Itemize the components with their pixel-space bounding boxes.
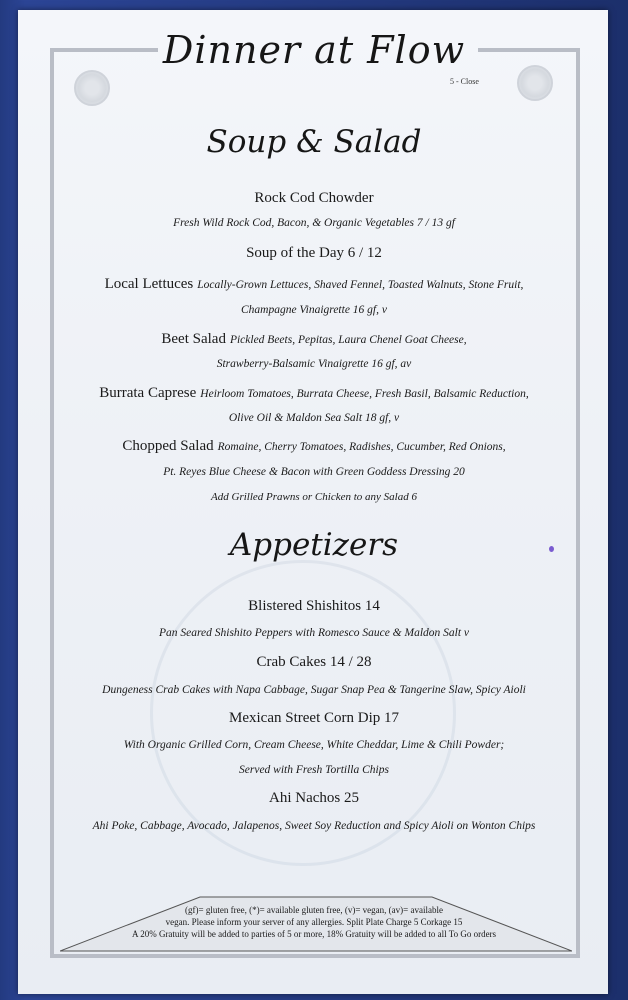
item-desc: Heirloom Tomatoes, Burrata Cheese, Fresh Basil, Balsamic Reduction, [200, 388, 529, 400]
item-desc: Fresh Wild Rock Cod, Bacon, & Organic Vegetables 7 / 13 gf [173, 217, 455, 229]
item-name: Blistered Shishitos 14 [248, 598, 380, 614]
item-desc: Olive Oil & Maldon Sea Salt 18 gf, v [228, 412, 400, 424]
item-desc: Dungeness Crab Cakes with Napa Cabbage, Sugar Snap Pea & Tangerine Slaw, Spicy Aioli [102, 684, 526, 696]
item-desc: Pt. Reyes Blue Cheese & Bacon with Green Goddess Dressing 20 [163, 466, 465, 478]
item-desc: Romaine, Cherry Tomatoes, Radishes, Cucumber, Red Onions, [217, 441, 506, 453]
menu-item-row [0, 275, 628, 293]
left-seal-icon [74, 70, 110, 106]
item-name: Beet Salad [161, 331, 226, 347]
item-name: Soup of the Day 6 / 12 [246, 245, 382, 261]
section-heading-soup-salad: Soup & Salad [206, 124, 422, 160]
item-name: Burrata Caprese [99, 385, 197, 401]
section-heading-appetizers: Appetizers [229, 527, 399, 563]
menu-title: Dinner at Flow [162, 28, 466, 72]
paper-speck [549, 546, 554, 552]
menu-item-row [0, 437, 628, 455]
item-name: Ahi Nachos 25 [269, 790, 359, 806]
footer-gratuity: A 20% Gratuity will be added to parties of 5 or more, 18% Gratuity will be added to all To Go orders [131, 929, 497, 939]
service-hours: 5 - Close [450, 77, 479, 86]
item-desc: Champagne Vinaigrette 16 gf, v [241, 304, 387, 316]
item-desc: Strawberry-Balsamic Vinaigrette 16 gf, av [216, 358, 412, 370]
item-name: Chopped Salad [122, 438, 214, 454]
footer-policy: vegan. Please inform your server of any allergies. Split Plate Charge 5 Corkage 15 [165, 917, 463, 927]
item-desc: Pickled Beets, Pepitas, Laura Chenel Goat Cheese, [229, 334, 467, 346]
menu-item-row [0, 384, 628, 402]
item-name: Crab Cakes 14 / 28 [256, 654, 372, 670]
salad-addon: Add Grilled Prawns or Chicken to any Salad 6 [211, 491, 417, 503]
menu-item-row [0, 330, 628, 348]
footer-legend: (gf)= gluten free, (*)= available gluten free, (v)= vegan, (av)= available [185, 905, 443, 915]
item-name: Local Lettuces [104, 276, 194, 292]
item-desc: Locally-Grown Lettuces, Shaved Fennel, Toasted Walnuts, Stone Fruit, [197, 279, 524, 291]
item-name: Rock Cod Chowder [254, 190, 374, 206]
item-desc: Served with Fresh Tortilla Chips [239, 764, 389, 776]
item-name: Mexican Street Corn Dip 17 [229, 710, 399, 726]
item-desc: Ahi Poke, Cabbage, Avocado, Jalapenos, Sweet Soy Reduction and Spicy Aioli on Wonton Chips [92, 820, 536, 832]
item-desc: Pan Seared Shishito Peppers with Romesco Sauce & Maldon Salt v [158, 627, 470, 639]
item-desc: With Organic Grilled Corn, Cream Cheese, White Cheddar, Lime & Chili Powder; [123, 739, 505, 751]
